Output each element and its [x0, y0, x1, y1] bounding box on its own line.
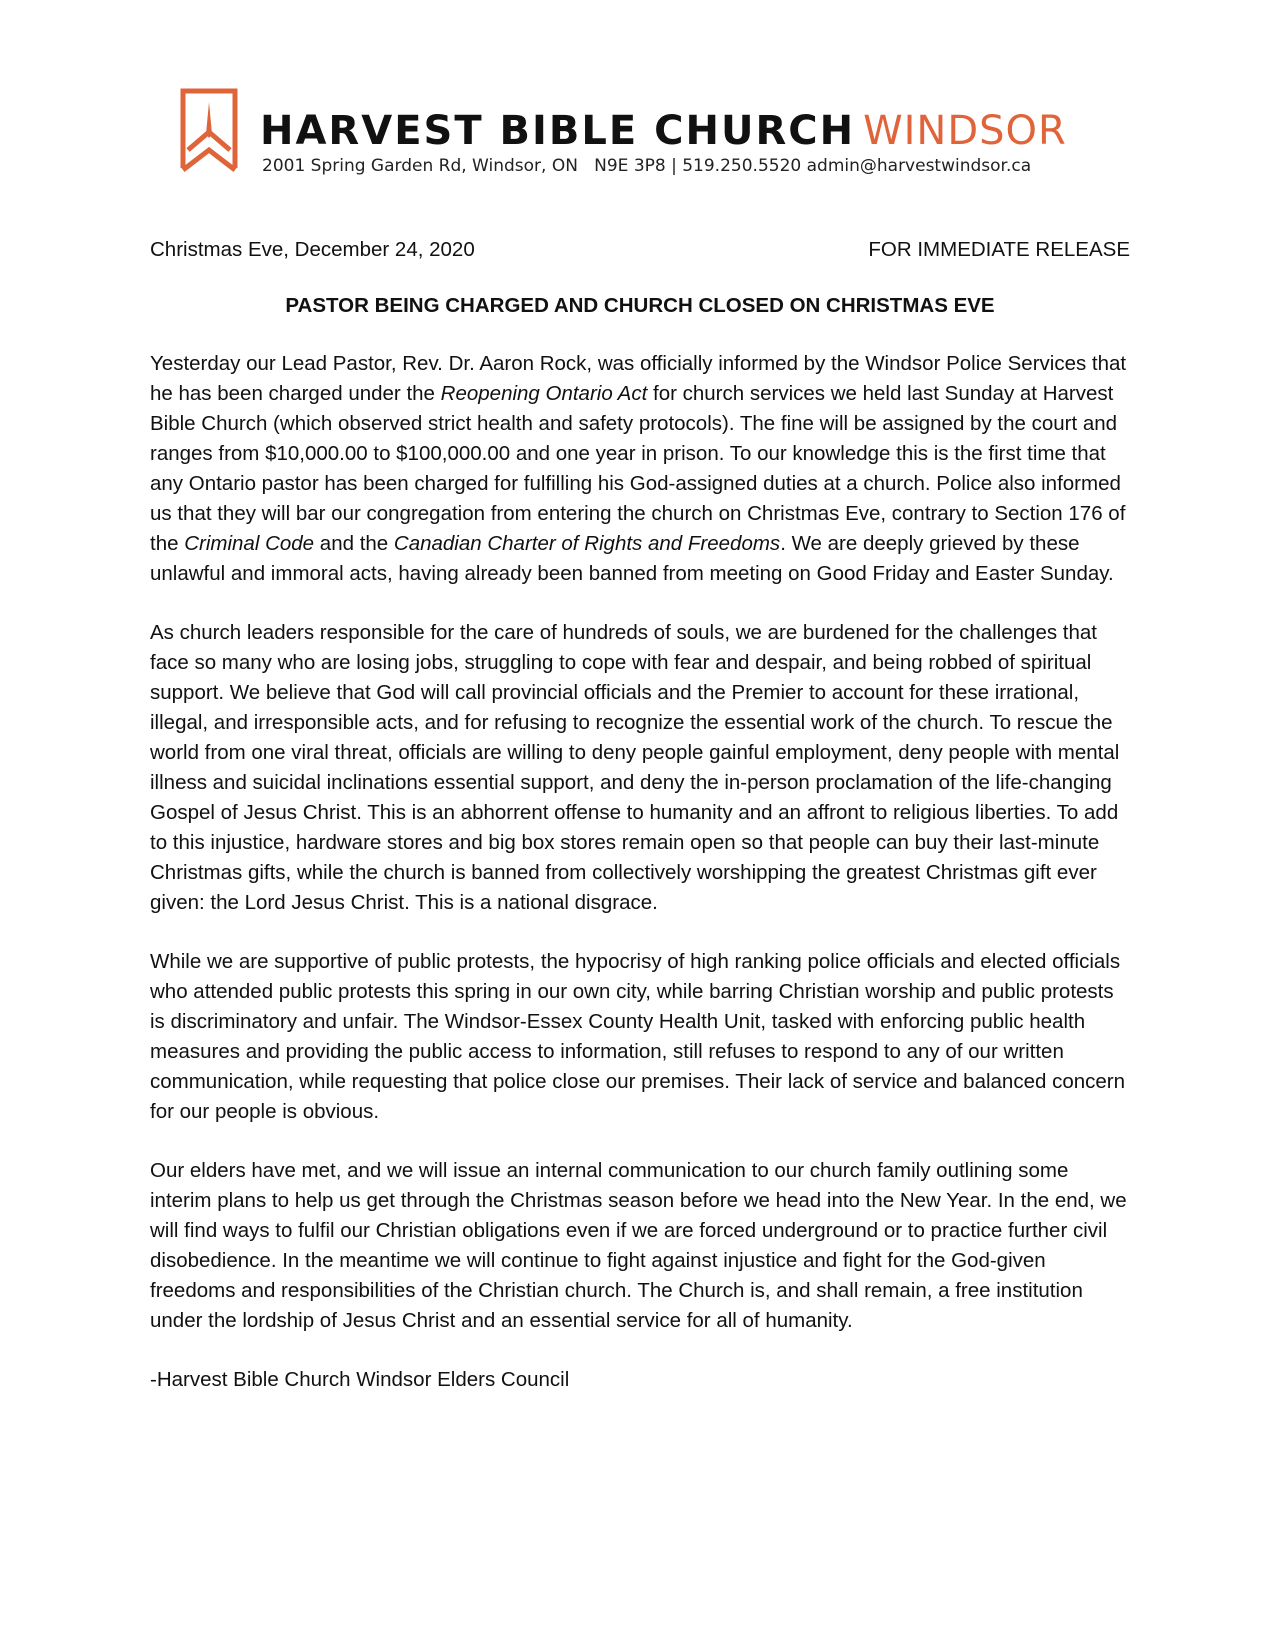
- letterhead: [178, 88, 1078, 178]
- text-run: and the: [314, 532, 394, 555]
- signature: -Harvest Bible Church Windsor Elders Council: [150, 1368, 570, 1391]
- org-name: HARVEST BIBLE CHURCH: [260, 108, 856, 154]
- org-city: WINDSOR: [863, 108, 1067, 154]
- text-run: for church services we held last Sunday at Harvest Bible Church (which observed strict health and safety protocols). The fine will be assigned by the court and ranges from $10,000.00 to $100,000.00 and one year in prison. To our knowledge this is the first time that any Ontario pastor has been charged for fulfilling his God-assigned duties at a church. Police also informed us that they will bar our congregation from entering the church on Christmas Eve, contrary to Section 176 of the: [150, 382, 1126, 555]
- text-run: Yesterday our Lead Pastor, Rev. Dr. Aaron Rock, was officially informed by the Windsor Police Services that he has been charged under the: [150, 352, 1127, 405]
- charter-title: Canadian Charter of Rights and Freedoms: [393, 532, 781, 555]
- press-release-body: [150, 235, 1130, 1395]
- paragraph-4: Our elders have met, and we will issue an internal communication to our church family outlining some interim plans to help us get through the Christmas season before we head into the New Year. In the end, we will find ways to fulfil our Christian obligations even if we are forced underground or to practice further civil disobedience. In the meantime we will continue to fight against injustice and fight for the God-given freedoms and responsibilities of the Christian church. The Church is, and shall remain, a free institution under the lordship of Jesus Christ and an essential service for all of humanity.: [150, 1159, 1127, 1332]
- paragraph-2: As church leaders responsible for the care of hundreds of souls, we are burdened for the challenges that face so many who are losing jobs, struggling to cope with fear and despair, and being robbed of spiritual support. We believe that God will call provincial officials and the Premier to account for these irrational, illegal, and irresponsible acts, and for refusing to recognize the essential work of the church. To rescue the world from one viral threat, officials are willing to deny people gainful employment, deny people with mental illness and suicidal inclinations essential support, and deny the in-person proclamation of the life-changing Gospel of Jesus Christ. This is an abhorrent offense to humanity and an affront to religious liberties. To add to this injustice, hardware stores and big box stores remain open so that people can buy their last-minute Christmas gifts, while the church is banned from collectively worshipping the greatest Christmas gift ever given: the Lord Jesus Christ. This is a national disgrace.: [150, 621, 1120, 914]
- act-title: Reopening Ontario Act: [440, 382, 648, 405]
- harvest-cross-logo-icon: [178, 88, 240, 178]
- text-run: . We are deeply grieved by these unlawful and immoral acts, having already been banned from meeting on Good Friday and Easter Sunday.: [150, 532, 1114, 585]
- organization-name: [260, 108, 1067, 154]
- release-date: Christmas Eve, December 24, 2020: [150, 238, 475, 261]
- contact-address: 2001 Spring Garden Rd, Windsor, ON N9E 3P8 | 519.250.5520 admin@harvestwindsor.ca: [262, 156, 1032, 176]
- paragraph-3: While we are supportive of public protests, the hypocrisy of high ranking police officials and elected officials who attended public protests this spring in our own city, while barring Christian worship and public protests is discriminatory and unfair. The Windsor-Essex County Health Unit, tasked with enforcing public health measures and providing the public access to information, still refuses to respond to any of our written communication, while requesting that police close our premises. Their lack of service and balanced concern for our people is obvious.: [150, 950, 1126, 1123]
- release-status: FOR IMMEDIATE RELEASE: [868, 238, 1130, 261]
- code-title: Criminal Code: [184, 532, 315, 555]
- paragraph-1: [150, 349, 1130, 589]
- headline: PASTOR BEING CHARGED AND CHURCH CLOSED ON CHRISTMAS EVE: [285, 294, 995, 317]
- meta-row: [150, 235, 1130, 265]
